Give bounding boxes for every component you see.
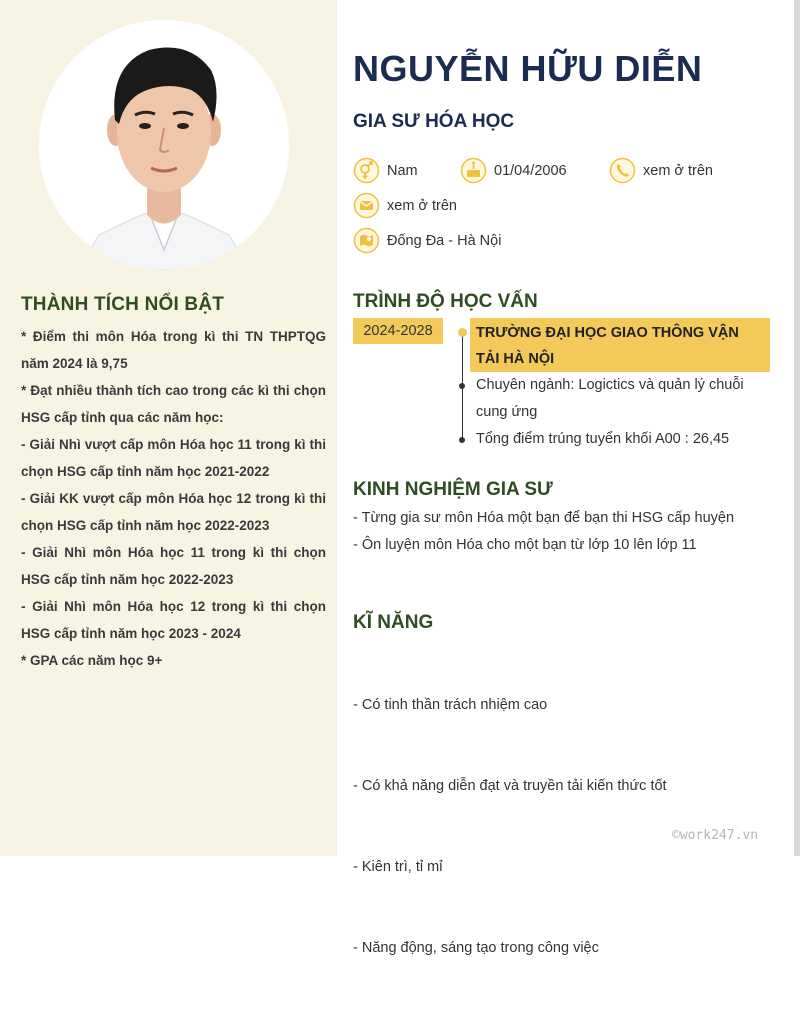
achievements-title: THÀNH TÍCH NỔI BẬT: [21, 294, 225, 315]
email-info: [353, 192, 457, 219]
gender-info: [353, 157, 418, 184]
birthdate-value: 01/04/2006: [494, 162, 567, 179]
education-major: Chuyên ngành: Logictics và quản lý chuỗi cung ứng: [476, 377, 744, 420]
phone-info: [609, 157, 713, 184]
experience-item: - Từng gia sư môn Hóa một bạn để bạn thi HSG cấp huyện: [353, 510, 735, 526]
skill-item: - Có khả năng diễn đạt và truyền tải kiến thức tốt: [353, 778, 667, 794]
timeline-dot: [459, 383, 465, 389]
skill-item: - Có tinh thần trách nhiệm cao: [353, 697, 548, 713]
skills-title: KĨ NĂNG: [353, 612, 434, 633]
achievement-item: * GPA các năm học 9+: [21, 653, 163, 668]
achievements-list: [21, 323, 326, 674]
phone-icon: [609, 157, 636, 184]
main-content: [337, 0, 795, 956]
achievement-item: * Đạt nhiều thành tích cao trong các kì thi chọn HSG cấp tỉnh qua các năm học:: [21, 383, 326, 425]
address-value: Đống Đa - Hà Nội: [387, 232, 502, 249]
profile-photo: [39, 20, 289, 270]
timeline-dot: [459, 437, 465, 443]
timeline-dot: [458, 328, 467, 337]
education-title: TRÌNH ĐỘ HỌC VẤN: [353, 291, 538, 312]
skill-item: - Kiên trì, tỉ mỉ: [353, 859, 443, 875]
mail-icon: [353, 192, 380, 219]
birthdate-info: [460, 157, 567, 184]
experience-item: - Ôn luyện môn Hóa cho một bạn từ lớp 10 lên lớp 11: [353, 537, 697, 553]
achievement-item: - Giải Nhì môn Hóa học 11 trong kì thi chọn HSG cấp tỉnh năm học 2022-2023: [21, 545, 326, 587]
education-years: 2024-2028: [353, 318, 443, 344]
school-name-box: [470, 318, 770, 372]
page-border: [794, 0, 800, 856]
experience-list: [353, 505, 734, 559]
skills-list: [353, 638, 667, 1016]
gender-icon: [353, 157, 380, 184]
candidate-role: GIA SƯ HÓA HỌC: [353, 111, 515, 132]
sidebar: [0, 0, 337, 856]
phone-value: xem ở trên: [643, 162, 713, 179]
gender-value: Nam: [387, 162, 418, 179]
achievement-item: - Giải Nhì vượt cấp môn Hóa học 11 trong kì thi chọn HSG cấp tỉnh năm học 2021-2022: [21, 437, 326, 479]
skill-item: - Năng động, sáng tạo trong công việc: [353, 940, 599, 956]
email-value: xem ở trên: [387, 197, 457, 214]
school-name: TRƯỜNG ĐẠI HỌC GIAO THÔNG VẬN TẢI HÀ NỘI: [476, 325, 739, 367]
experience-title: KINH NGHIỆM GIA SƯ: [353, 479, 553, 500]
achievement-item: - Giải Nhì môn Hóa học 12 trong kì thi chọn HSG cấp tỉnh năm học 2023 - 2024: [21, 599, 326, 641]
cake-icon: [460, 157, 487, 184]
achievement-item: * Điểm thi môn Hóa trong kì thi TN THPTQG năm 2024 là 9,75: [21, 329, 326, 371]
address-info: [353, 227, 501, 254]
achievement-item: - Giải KK vượt cấp môn Hóa học 12 trong kì thi chọn HSG cấp tỉnh năm học 2022-2023: [21, 491, 326, 533]
candidate-name: NGUYỄN HỮU DIỄN: [353, 48, 703, 89]
education-score: Tổng điểm trúng tuyển khối A00 : 26,45: [476, 431, 730, 447]
watermark: ©work247.vn: [672, 828, 759, 843]
map-icon: [353, 227, 380, 254]
